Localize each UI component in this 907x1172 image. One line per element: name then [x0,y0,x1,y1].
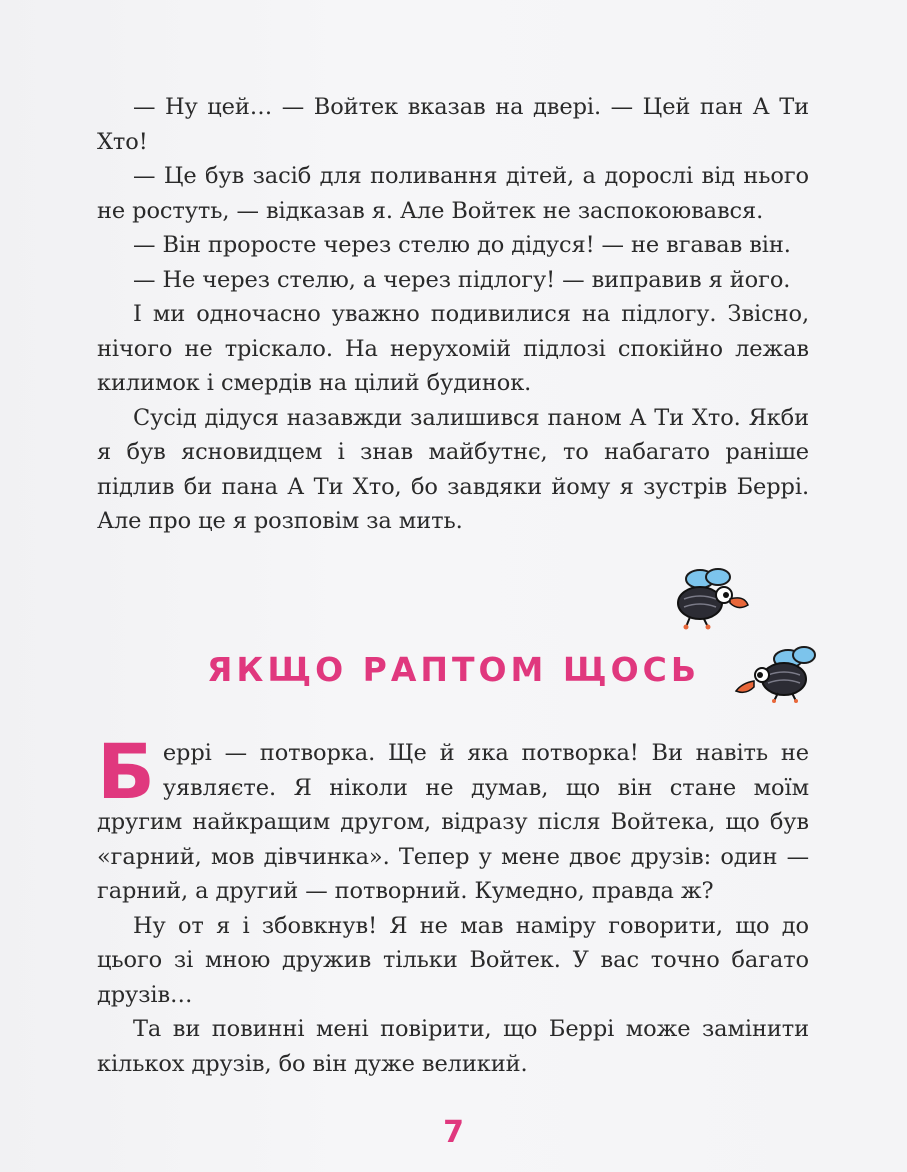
paragraph: Ну от я і збовкнув! Я не мав наміру говорити, що до цього зі мною дружив тільки Войтек. У вас точно багато друзів… [97,912,809,1008]
text-block-top [97,90,809,539]
page-number: 7 [443,1115,464,1150]
paragraph-text: еррі — потворка. Ще й яка потворка! Ви навіть не уявляєте. Я ніколи не думав, що він стане моїм другим найкращим другом, відразу після Войтека, що був «гарний, мов дівчинка». Тепер у мене двоє друзів: один — гарний, а другий — потворний. Кумедно, правда ж? [97,740,809,904]
paragraph: Сусід дідуся назавжди залишився паном А Ти Хто. Якби я був ясновидцем і знав майбутнє, то набагато раніше підлив би пана А Ти Хто, бо завдяки йому я зустрів Беррі. Але про це я розповім за мить. [97,404,809,534]
cartoon-fly-icon [732,645,824,703]
text-block-bottom [97,727,809,1081]
paragraph: І ми одночасно уважно подивилися на підлогу. Звісно, нічого не тріскало. На нерухомій підлозі спокійно лежав килимок і смердів на цілий будинок. [97,301,809,396]
paragraph: — Це був засіб для поливання дітей, а дорослі від нього не ростуть, — відказав я. Але Войтек не заспокоювався. [97,163,809,224]
paragraph: Та ви повинні мені повірити, що Беррі може замінити кількох друзів, бо він дуже великий. [97,1016,809,1077]
cartoon-fly-icon [660,565,752,631]
paragraph: — Не через стелю, а через підлогу! — виправив я його. [133,266,791,293]
chapter-heading: ЯКЩО РАПТОМ ЩОСЬ [206,650,701,689]
paragraph [97,727,809,909]
paragraph: — Ну цей… — Войтек вказав на двері. — Цей пан А Ти Хто! [97,94,809,155]
paragraph: — Він проросте через стелю до дідуся! — не вгавав він. [133,232,791,258]
drop-cap: Б [97,727,155,816]
